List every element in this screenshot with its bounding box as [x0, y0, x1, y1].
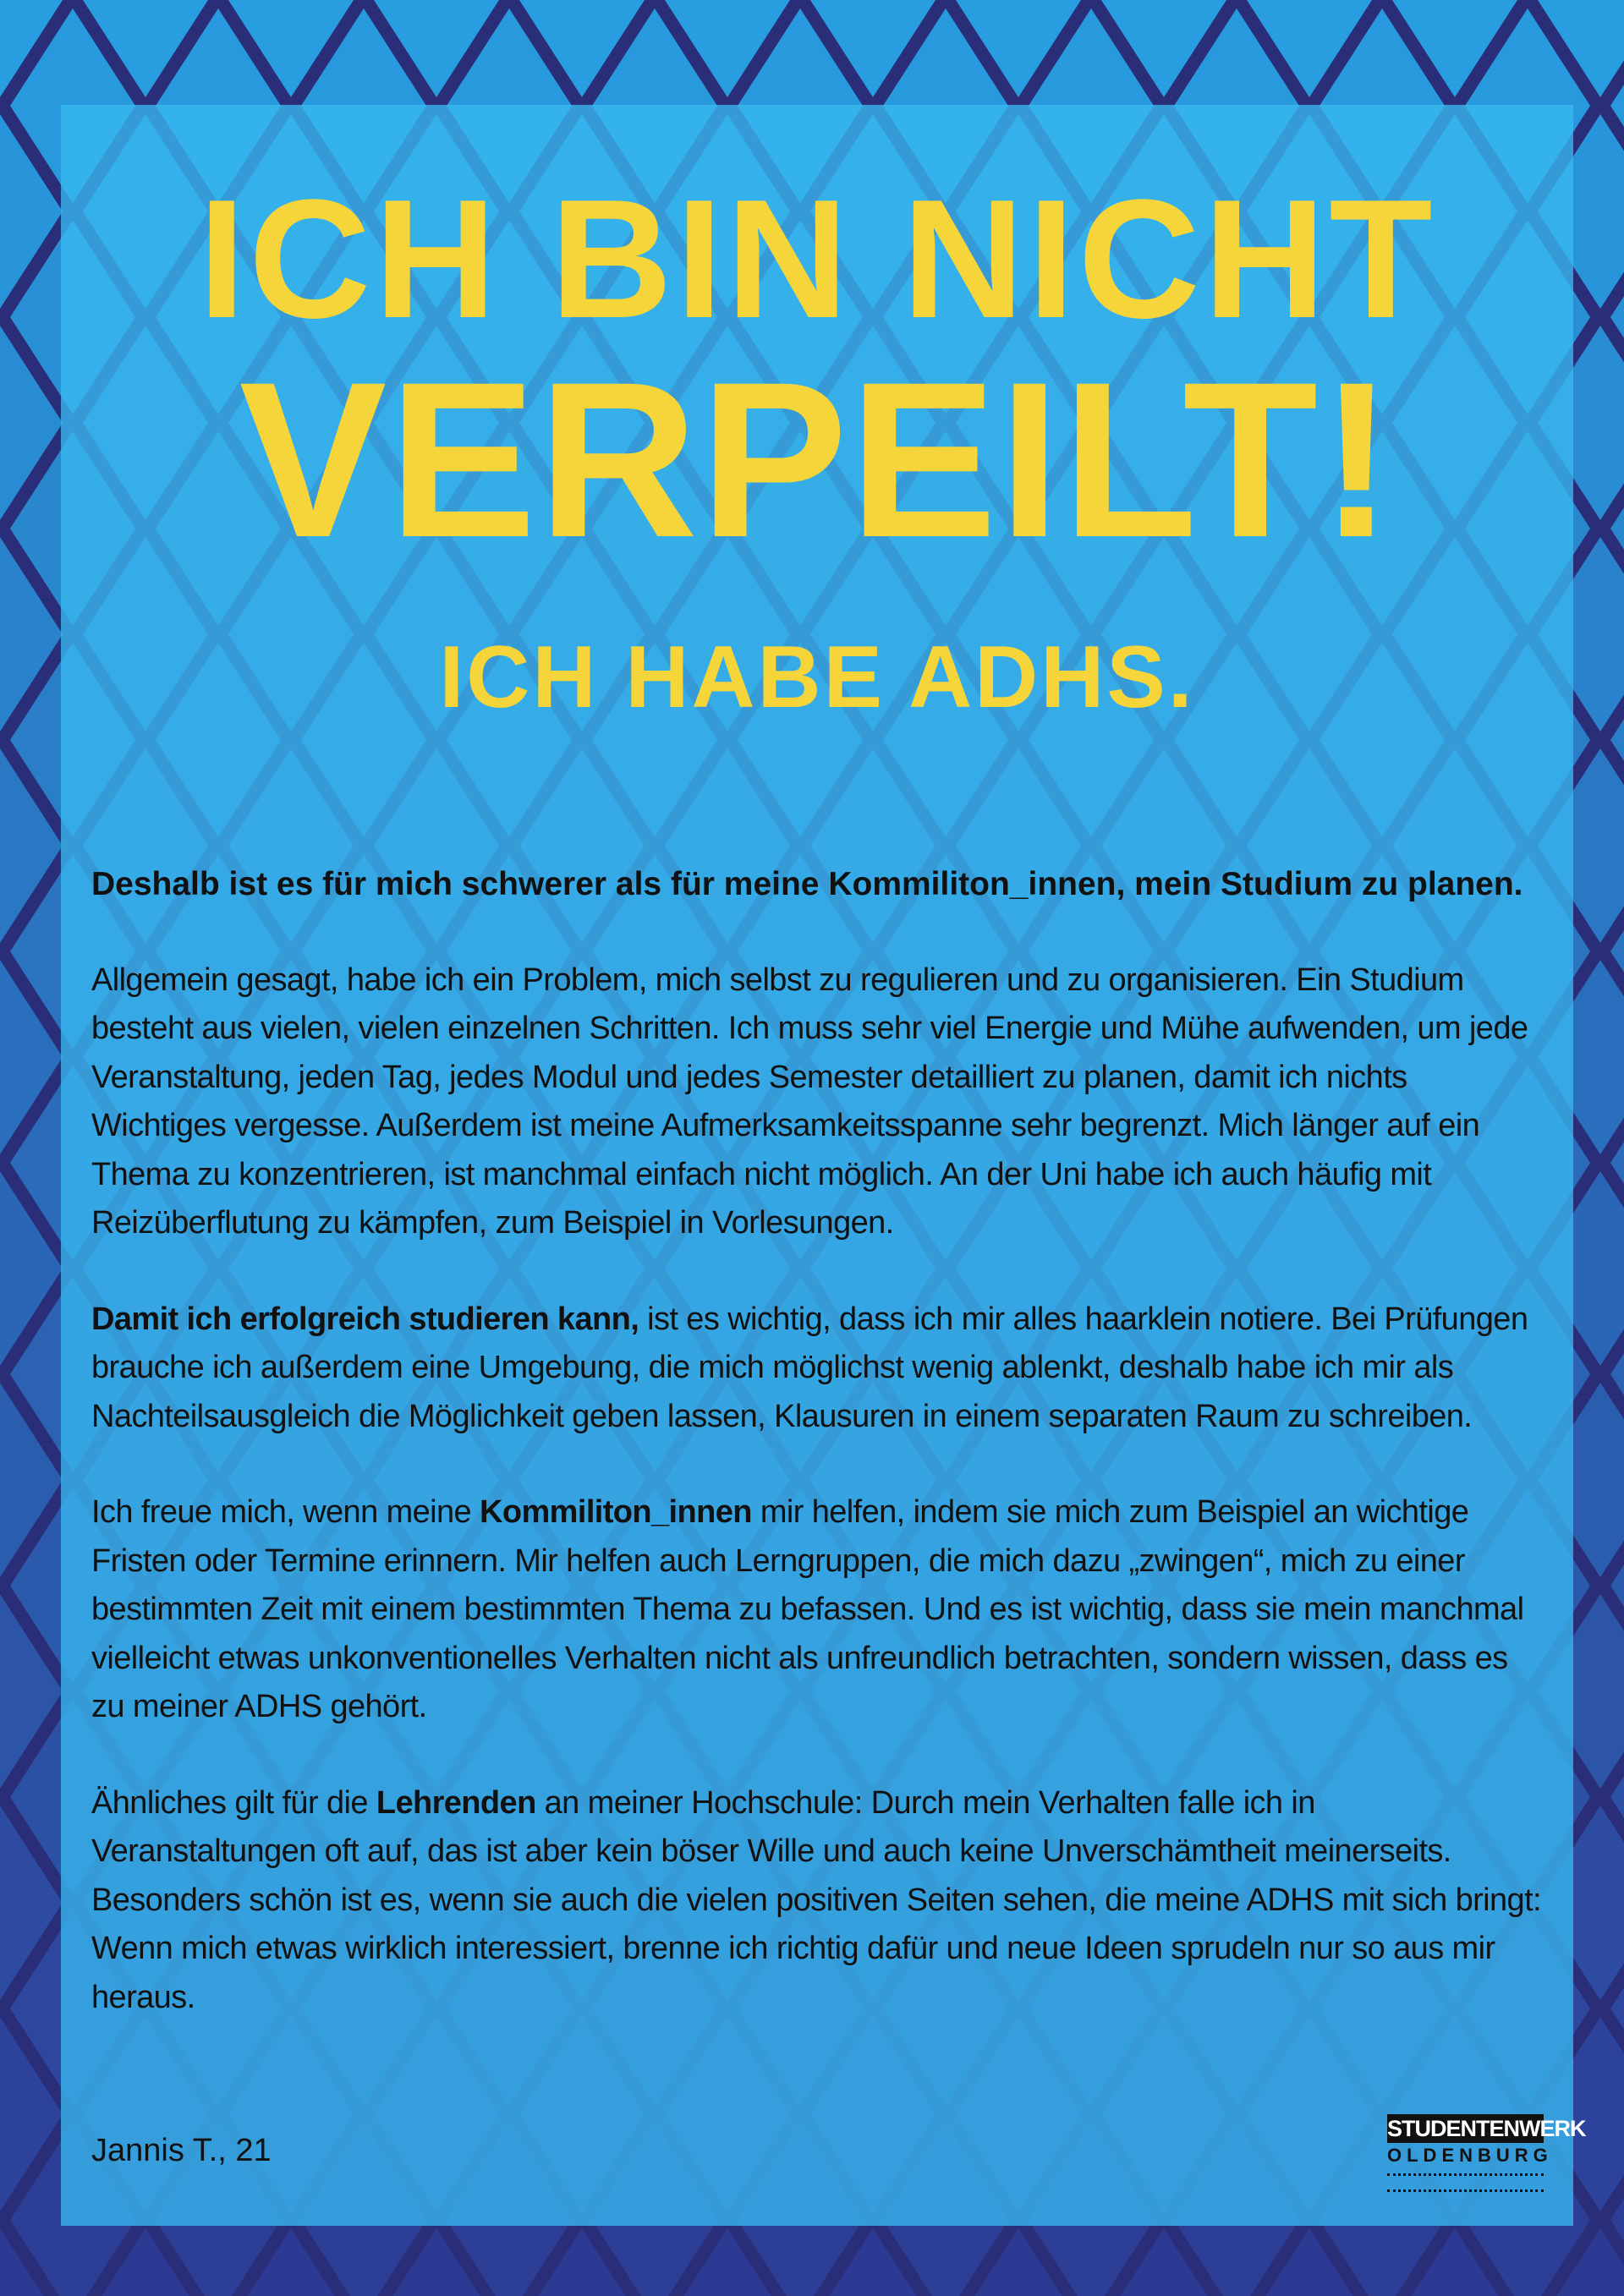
- paragraph-1: Allgemein gesagt, habe ich ein Problem, mich selbst zu regulieren und zu organisieren. Ein Studium besteht aus vielen, vielen einzelnen Schritten. Ich muss sehr viel Energie und Mühe aufwenden, um jede Veranstaltung, jeden Tag, jedes Modul und jedes Semester detailliert zu planen, damit ich nichts Wichtiges vergesse. Außerdem ist meine Aufmerksamkeitsspanne sehr begrenzt. Mich länger auf ein Thema zu konzentrieren, ist manchmal einfach nicht möglich. An der Uni habe ich auch häufig mit Reizüberflutung zu kämpfen, zum Beispiel in Vorlesungen.: [91, 962, 1528, 1241]
- content-panel: [61, 105, 1586, 2226]
- paragraph-3-bold: Kommiliton_innen: [480, 1494, 752, 1530]
- paragraph-3: [91, 1488, 1546, 1732]
- paragraph-4-intro: Ähnliches gilt für die: [91, 1784, 376, 1821]
- logo-line-1: STUDENTENWERK: [1387, 2116, 1586, 2141]
- logo-dots: [1387, 2173, 1544, 2192]
- headline-line-1: ICH BIN NICHT: [198, 165, 1436, 353]
- paragraph-3-intro: Ich freue mich, wenn meine: [91, 1494, 480, 1530]
- headline-subline: ICH HABE ADHS.: [439, 628, 1195, 726]
- headline-line-2: VERPEILT!: [239, 336, 1396, 584]
- lead-sentence: Deshalb ist es für mich schwerer als für meine Kommiliton_innen, mein Studium zu planen.: [91, 866, 1523, 902]
- studentenwerk-logo: [1387, 2114, 1586, 2192]
- paragraph-2-text: ist es wichtig, dass ich mir alles haarklein notiere. Bei Prüfungen brauche ich außerdem eine Umgebung, die mich möglichst wenig ablenkt, deshalb habe ich mir als Nachteilsausgleich die Möglichkeit geben lassen, Klausuren in einem separaten Raum zu schreiben.: [91, 1301, 1528, 1434]
- article-body: [91, 860, 1546, 2069]
- paragraph-2-bold: Damit ich erfolgreich studieren kann,: [91, 1301, 639, 1337]
- author-signature: Jannis T., 21: [91, 2133, 272, 2168]
- paragraph-3-text: mir helfen, indem sie mich zum Beispiel an wichtige Fristen oder Termine erinnern. Mir helfen auch Lerngruppen, die mich dazu „zwingen“, mich zu einer bestimmten Zeit mit einem bestimmten Thema zu befassen. Und es ist wichtig, dass sie mein manchmal vielleicht etwas unkonventionelles Verhalten nicht als unfreundlich betrachten, sondern wissen, dass es zu meiner ADHS gehört.: [91, 1494, 1524, 1724]
- paragraph-4: [91, 1779, 1546, 2023]
- paragraph-4-bold: Lehrenden: [376, 1784, 536, 1821]
- paragraph-2: [91, 1296, 1546, 1442]
- logo-line-2: OLDENBURG: [1387, 2145, 1553, 2166]
- paragraph-4-text: an meiner Hochschule: Durch mein Verhalten falle ich in Veranstaltungen oft auf, das ist aber kein böser Wille und auch keine Unverschämtheit meinerseits. Besonders schön ist es, wenn sie auch die vielen positiven Seiten sehen, die meine ADHS mit sich bringt: Wenn mich etwas wirklich interessiert, brenne ich richtig dafür und neue Ideen sprudeln nur so aus mir heraus.: [91, 1784, 1542, 2015]
